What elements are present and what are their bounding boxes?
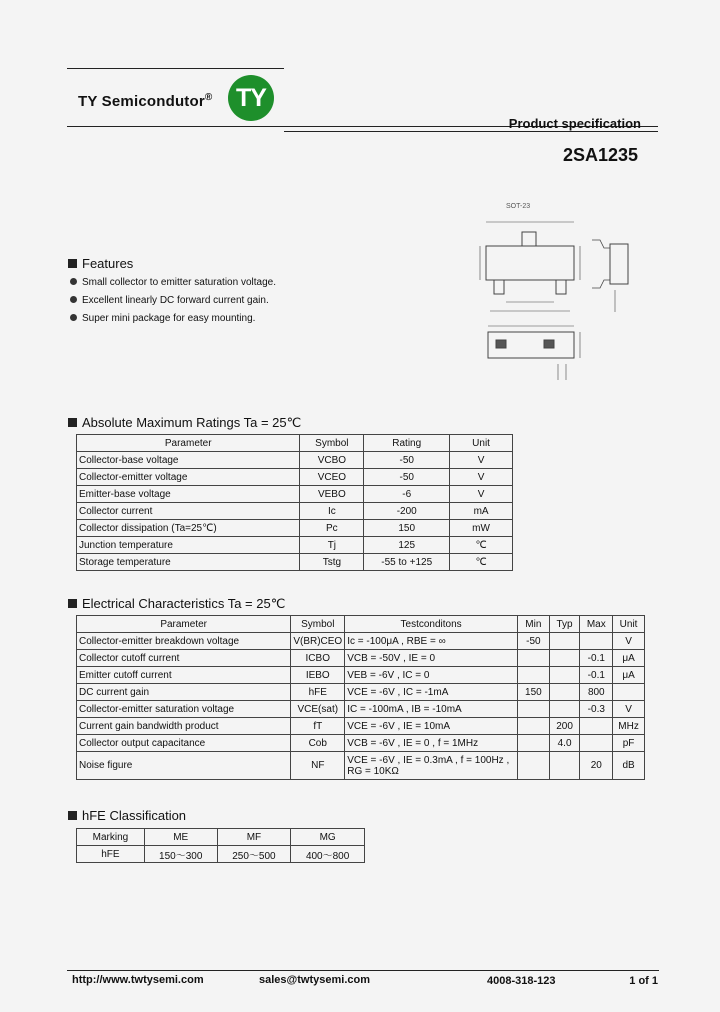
symbol-cell: IEBO	[291, 667, 345, 684]
hfe-table	[76, 828, 365, 863]
column-header: Symbol	[300, 435, 364, 452]
min-cell	[518, 650, 550, 667]
features-heading-text: Features	[82, 256, 134, 271]
header-rule-top	[67, 68, 284, 69]
table-header-row	[77, 435, 513, 452]
typ-cell	[549, 684, 580, 701]
section-bullet-icon	[68, 811, 77, 820]
parameter-cell: DC current gain	[77, 684, 291, 701]
company-logo: TY	[228, 75, 274, 121]
table-row	[77, 846, 365, 863]
column-header: MG	[291, 829, 365, 846]
parameter-cell: Collector cutoff current	[77, 650, 291, 667]
rating-cell: 150	[364, 520, 450, 537]
symbol-cell: ICBO	[291, 650, 345, 667]
symbol-cell: VEBO	[300, 486, 364, 503]
registered-mark: ®	[204, 92, 213, 103]
condition-cell: IC = -100mA , IB = -10mA	[345, 701, 518, 718]
footer-email-link[interactable]: sales@twtysemi.com	[259, 974, 370, 986]
column-header: Typ	[549, 616, 580, 633]
unit-cell: pF	[613, 735, 645, 752]
footer-url-link[interactable]: http://www.twtysemi.com	[72, 974, 204, 986]
parameter-cell: Collector-base voltage	[77, 452, 300, 469]
lead-1	[494, 280, 504, 294]
feature-item-3	[70, 313, 255, 324]
column-header: Unit	[613, 616, 645, 633]
bullet-icon	[70, 278, 77, 285]
max-cell: -0.1	[580, 650, 613, 667]
company-name	[78, 92, 212, 110]
column-header: Rating	[364, 435, 450, 452]
column-header: MF	[217, 829, 291, 846]
bullet-icon	[70, 296, 77, 303]
elec-char-heading	[68, 596, 285, 612]
condition-cell: VCE = -6V , IE = 10mA	[345, 718, 518, 735]
parameter-cell: Junction temperature	[77, 537, 300, 554]
package-body-side	[610, 244, 628, 284]
lead-2	[556, 280, 566, 294]
column-header: Symbol	[291, 616, 345, 633]
feature-text: Small collector to emitter saturation voltage.	[82, 277, 276, 288]
table-row	[77, 752, 645, 780]
column-header: Parameter	[77, 435, 300, 452]
unit-cell: μA	[613, 667, 645, 684]
parameter-cell: Collector output capacitance	[77, 735, 291, 752]
parameter-cell: Collector dissipation (Ta=25℃)	[77, 520, 300, 537]
part-number: 2SA1235	[562, 145, 638, 165]
unit-cell: μA	[613, 650, 645, 667]
bullet-icon	[70, 314, 77, 321]
column-header: Marking	[77, 829, 145, 846]
min-cell	[518, 735, 550, 752]
feature-text: Excellent linearly DC forward current gain.	[82, 295, 269, 306]
column-header: Max	[580, 616, 613, 633]
parameter-cell: Collector current	[77, 503, 300, 520]
typ-cell	[549, 701, 580, 718]
symbol-cell: V(BR)CEO	[291, 633, 345, 650]
column-header: Unit	[450, 435, 513, 452]
typ-cell	[549, 633, 580, 650]
table-row	[77, 520, 513, 537]
feature-item-2	[70, 295, 269, 306]
package-outline-drawing	[470, 198, 650, 382]
min-cell: 150	[518, 684, 550, 701]
rating-cell: -200	[364, 503, 450, 520]
column-header: Min	[518, 616, 550, 633]
section-bullet-icon	[68, 259, 77, 268]
unit-cell: mW	[450, 520, 513, 537]
condition-cell: VCE = -6V , IE = 0.3mA , f = 100Hz , RG = 10KΩ	[345, 752, 518, 780]
min-cell	[518, 718, 550, 735]
parameter-cell: Collector-emitter saturation voltage	[77, 701, 291, 718]
rating-cell: -55 to +125	[364, 554, 450, 571]
typ-cell: 200	[549, 718, 580, 735]
symbol-cell: hFE	[291, 684, 345, 701]
unit-cell: mA	[450, 503, 513, 520]
rating-cell: -6	[364, 486, 450, 503]
unit-cell: V	[450, 486, 513, 503]
table-row	[77, 650, 645, 667]
table-row	[77, 701, 645, 718]
table-row	[77, 667, 645, 684]
feature-text: Super mini package for easy mounting.	[82, 313, 256, 324]
table-header-row	[77, 616, 645, 633]
table-row	[77, 486, 513, 503]
condition-cell: VCE = -6V , IC = -1mA	[345, 684, 518, 701]
table-row	[77, 537, 513, 554]
row-label-cell: hFE	[77, 846, 145, 863]
symbol-cell: Tstg	[300, 554, 364, 571]
footer-rule	[67, 970, 659, 971]
hfe-heading	[68, 808, 186, 823]
header-rule-left	[67, 126, 284, 127]
header-rule-right-2	[284, 131, 658, 132]
symbol-cell: VCEO	[300, 469, 364, 486]
max-cell: -0.3	[580, 701, 613, 718]
symbol-cell: VCE(sat)	[291, 701, 345, 718]
parameter-cell: Noise figure	[77, 752, 291, 780]
table-row	[77, 735, 645, 752]
rating-cell: -50	[364, 469, 450, 486]
typ-cell: 4.0	[549, 735, 580, 752]
condition-cell: VCB = -50V , IE = 0	[345, 650, 518, 667]
table-row	[77, 633, 645, 650]
symbol-cell: VCBO	[300, 452, 364, 469]
symbol-cell: Tj	[300, 537, 364, 554]
lead-3	[522, 232, 536, 246]
column-header: Testconditons	[345, 616, 518, 633]
range-cell: 150～300	[144, 846, 217, 863]
min-cell: -50	[518, 633, 550, 650]
table-row	[77, 554, 513, 571]
page-number: 1 of 1	[629, 975, 658, 987]
min-cell	[518, 701, 550, 718]
unit-cell: V	[613, 633, 645, 650]
table-row	[77, 503, 513, 520]
symbol-cell: Pc	[300, 520, 364, 537]
max-cell: 20	[580, 752, 613, 780]
unit-cell: V	[450, 469, 513, 486]
unit-cell: V	[450, 452, 513, 469]
max-cell	[580, 735, 613, 752]
abs-max-table	[76, 434, 513, 571]
range-cell: 250～500	[217, 846, 291, 863]
unit-cell: ℃	[450, 537, 513, 554]
range-cell: 400～800	[291, 846, 365, 863]
package-name-label: SOT-23	[506, 203, 531, 210]
parameter-cell: Collector-emitter voltage	[77, 469, 300, 486]
table-row	[77, 452, 513, 469]
column-header: Parameter	[77, 616, 291, 633]
symbol-cell: fT	[291, 718, 345, 735]
unit-cell	[613, 684, 645, 701]
condition-cell: Ic = -100μA , RBE = ∞	[345, 633, 518, 650]
symbol-cell: Cob	[291, 735, 345, 752]
parameter-cell: Current gain bandwidth product	[77, 718, 291, 735]
unit-cell: V	[613, 701, 645, 718]
abs-max-heading	[68, 415, 301, 431]
product-specification-label: Product specification	[508, 116, 641, 131]
elec-char-heading-text: Electrical Characteristics Ta = 25℃	[82, 596, 286, 611]
column-header: ME	[144, 829, 217, 846]
typ-cell	[549, 650, 580, 667]
max-cell	[580, 633, 613, 650]
hfe-heading-text: hFE Classification	[82, 808, 187, 823]
max-cell: 800	[580, 684, 613, 701]
rating-cell: 125	[364, 537, 450, 554]
section-bullet-icon	[68, 418, 77, 427]
table-row	[77, 684, 645, 701]
company-name-text: TY Semicondutor	[78, 93, 205, 110]
rating-cell: -50	[364, 452, 450, 469]
table-row	[77, 469, 513, 486]
symbol-cell: NF	[291, 752, 345, 780]
section-bullet-icon	[68, 599, 77, 608]
unit-cell: MHz	[613, 718, 645, 735]
min-cell	[518, 752, 550, 780]
feature-item-1	[70, 277, 276, 288]
typ-cell	[549, 752, 580, 780]
table-row	[77, 718, 645, 735]
table-header-row	[77, 829, 365, 846]
max-cell: -0.1	[580, 667, 613, 684]
parameter-cell: Collector-emitter breakdown voltage	[77, 633, 291, 650]
elec-char-table	[76, 615, 645, 780]
max-cell	[580, 718, 613, 735]
features-heading	[68, 256, 133, 271]
parameter-cell: Storage temperature	[77, 554, 300, 571]
condition-cell: VCB = -6V , IE = 0 , f = 1MHz	[345, 735, 518, 752]
symbol-cell: Ic	[300, 503, 364, 520]
condition-cell: VEB = -6V , IC = 0	[345, 667, 518, 684]
min-cell	[518, 667, 550, 684]
unit-cell: ℃	[450, 554, 513, 571]
abs-max-heading-text: Absolute Maximum Ratings Ta = 25℃	[82, 415, 302, 430]
footer-phone: 4008-318-123	[487, 975, 556, 987]
package-body-top	[486, 246, 574, 280]
parameter-cell: Emitter cutoff current	[77, 667, 291, 684]
typ-cell	[549, 667, 580, 684]
parameter-cell: Emitter-base voltage	[77, 486, 300, 503]
unit-cell: dB	[613, 752, 645, 780]
